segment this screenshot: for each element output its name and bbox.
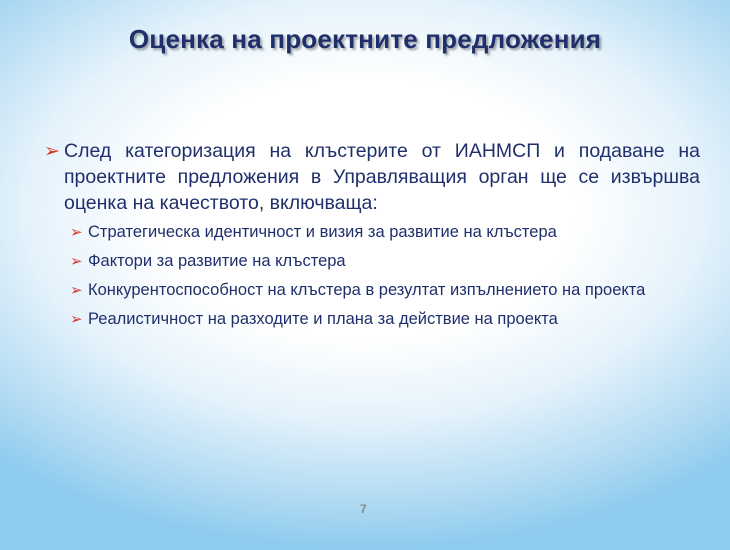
main-bullet-text: След категоризация на клъстерите от ИАНМСП и подаване на проектните предложения в Управляващия орган ще се извършва оценка на качеството, включваща: bbox=[64, 140, 700, 214]
sub-bullet-list bbox=[44, 222, 700, 330]
sub-bullet-text: Реалистичност на разходите и плана за действие на проекта bbox=[88, 310, 558, 328]
sub-bullet bbox=[44, 222, 700, 243]
sub-bullet bbox=[44, 309, 700, 330]
sub-bullet-text: Фактори за развитие на клъстера bbox=[88, 252, 346, 270]
arrow-bullet-icon: ➢ bbox=[70, 281, 83, 299]
main-bullet bbox=[44, 138, 700, 216]
arrow-bullet-icon: ➢ bbox=[70, 223, 83, 241]
sub-bullet bbox=[44, 251, 700, 272]
sub-bullet-text: Конкурентоспособност на клъстера в резултат изпълнението на проекта bbox=[88, 281, 646, 299]
arrow-bullet-icon: ➢ bbox=[70, 252, 83, 270]
slide-title: Оценка на проектните предложения bbox=[128, 24, 602, 54]
sub-bullet bbox=[44, 280, 700, 301]
page-number: 7 bbox=[360, 502, 367, 516]
arrow-bullet-icon: ➢ bbox=[70, 310, 83, 328]
sub-bullet-text: Стратегическа идентичност и визия за развитие на клъстера bbox=[88, 223, 557, 241]
arrow-bullet-icon: ➢ bbox=[44, 140, 60, 162]
bullet-list bbox=[44, 138, 700, 338]
